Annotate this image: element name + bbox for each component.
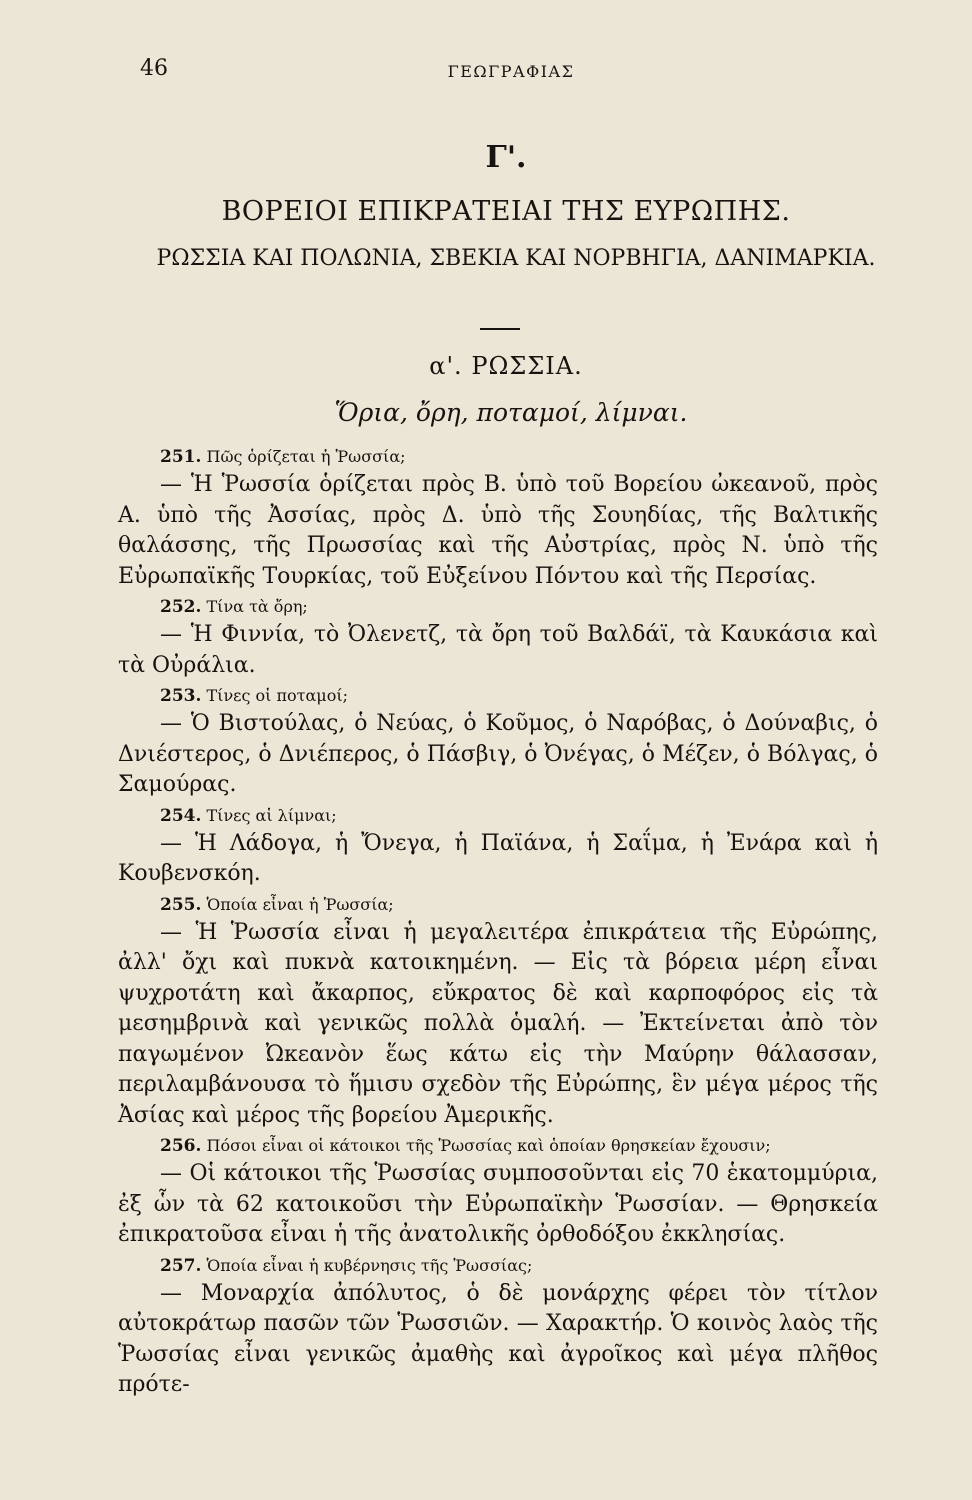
answer: — Οἱ κάτοικοι τῆς Ῥωσσίας συμποσοῦνται εἰς 70 ἑκατομμύρια, ἐξ ὧν τὰ 62 κατοικοῦσι τὴν Εὐρωπαϊκὴν Ῥωσσίαν. — Θρησκεία ἐπικρατοῦσα εἶναι ἡ τῆς ἀνατολικῆς ὀρθοδόξου ἐκκλησίας. [118,1161,878,1247]
question-number: 254. [160,805,202,826]
divider-rule [480,328,520,330]
answer: — Ἡ Ῥωσσία εἶναι ἡ μεγαλειτέρα ἐπικράτεια τῆς Εὐρώπης, ἀλλ' ὄχι καὶ πυκνὰ κατοικημένη. — Εἰς τὰ βόρεια μέρη εἶναι ψυχροτάτη καὶ ἄκαρπος, εὔκρατος δὲ καὶ καρποφόρος εἰς τὰ μεσημβρινὰ καὶ γενικῶς πολλὰ ὁμαλή. — Ἐκτείνεται ἀπὸ τὸν παγωμένον Ὠκεανὸν ἕως κάτω εἰς τὴν Μαύρην θάλασσαν, περιλαμβάνουσα τὸ ἥμισυ σχεδὸν τῆς Εὐρώπης, ἓν μέγα μέρος τῆς Ἀσίας καὶ μέρος τῆς βορείου Ἀμερικῆς. [118,919,878,1128]
question-number: 257. [160,1255,202,1276]
answer: — Ὁ Βιστούλας, ὁ Νεύας, ὁ Κοῦμος, ὁ Ναρόβας, ὁ Δούναβις, ὁ Δνιέστερος, ὁ Δνιέπερος, ὁ Πάσβιγ, ὁ Ὀνέγας, ὁ Μέζεν, ὁ Βόλγας, ὁ Σαμούρας. [118,711,878,797]
question-number: 255. [160,894,202,915]
question-text: Τίνες οἱ ποταμοί; [206,686,348,705]
page-number: 46 [140,56,168,81]
question [118,444,878,470]
question-number: 253. [160,686,202,706]
answer: — Ἡ Φιννία, τὸ Ὀλενετζ, τὰ ὄρη τοῦ Βαλδάϊ, τὰ Καυκάσια καὶ τὰ Οὐράλια. [118,622,878,678]
question [118,683,878,709]
question-text: Τίνες αἱ λίμναι; [206,805,337,825]
qa-item [118,803,878,890]
question-text: Ὁποία εἶναι ἡ Ῥωσσία; [206,894,394,914]
question [118,892,878,918]
question-number: 251. [160,447,202,467]
question-text: Πόσοι εἶναι οἱ κάτοικοι τῆς Ῥωσσίας καὶ ὁποίαν θρησκείαν ἔχουσιν; [206,1136,771,1155]
question [118,594,878,620]
chapter-title: ΒΟΡΕΙΟΙ ΕΠΙΚΡΑΤΕΙΑΙ ΤΗΣ ΕΥΡΩΠΗΣ. [221,196,791,227]
question-text: Πῶς ὁρίζεται ἡ Ῥωσσία; [206,447,406,466]
question-text: Τίνα τὰ ὄρη; [206,597,308,616]
running-head: ΓΕΩΓΡΑΦΙΑΣ [447,62,575,81]
answer: — Μοναρχία ἀπόλυτος, ὁ δὲ μονάρχης φέρει τὸν τίτλον αὐτοκράτωρ πασῶν τῶν Ῥωσσιῶν. — Χαρακτήρ. Ὁ κοινὸς λαὸς τῆς Ῥωσσίας εἶναι γενικῶς ἀμαθὴς καὶ ἀγροῖκος καὶ μέγα πλῆθος πρότε- [118,1280,878,1397]
question-number: 256. [160,1136,202,1156]
chapter-subtitle: ΡΩΣΣΙΑ ΚΑΙ ΠΟΛΩΝΙΑ, ΣΒΕΚΙΑ ΚΑΙ ΝΟΡΒΗΓΙΑ, ΔΑΝΙΜΑΡΚΙΑ. [156,246,876,271]
question [118,1253,878,1279]
answer: — Ἡ Λάδογα, ἡ Ὄνεγα, ἡ Παϊάνα, ἡ Σαΐμα, ἡ Ἐνάρα καὶ ἡ Κουβενσκόη. [118,830,878,886]
answer: — Ἡ Ῥωσσία ὁρίζεται πρὸς Β. ὑπὸ τοῦ Βορείου ὠκεανοῦ, πρὸς Α. ὑπὸ τῆς Ἀσσίας, πρὸς Δ. ὑπὸ τῆς Σουηδίας, τῆς Βαλτικῆς θαλάσσης, τῆς Πρωσσίας καὶ τῆς Αὐστρίας, πρὸς Ν. ὑπὸ τῆς Εὐρωπαϊκῆς Τουρκίας, τοῦ Εὐξείνου Πόντου καὶ τῆς Περσίας. [118,472,878,589]
question [118,1133,878,1159]
qa-item [118,1253,878,1401]
qa-item [118,594,878,681]
body-text [118,444,878,1403]
section-heading: α'. ΡΩΣΣΙΑ. [429,352,583,380]
qa-item [118,444,878,592]
chapter-letter: Γ'. [485,140,527,175]
question [118,803,878,829]
question-number: 252. [160,597,202,617]
section-subheading: Ὅρια, ὄρη, ποταμοί, λίμναι. [334,398,688,427]
question-text: Ὁποία εἶναι ἡ κυβέρνησις τῆς Ῥωσσίας; [206,1255,533,1275]
qa-item [118,683,878,801]
qa-item [118,892,878,1132]
qa-item [118,1133,878,1251]
